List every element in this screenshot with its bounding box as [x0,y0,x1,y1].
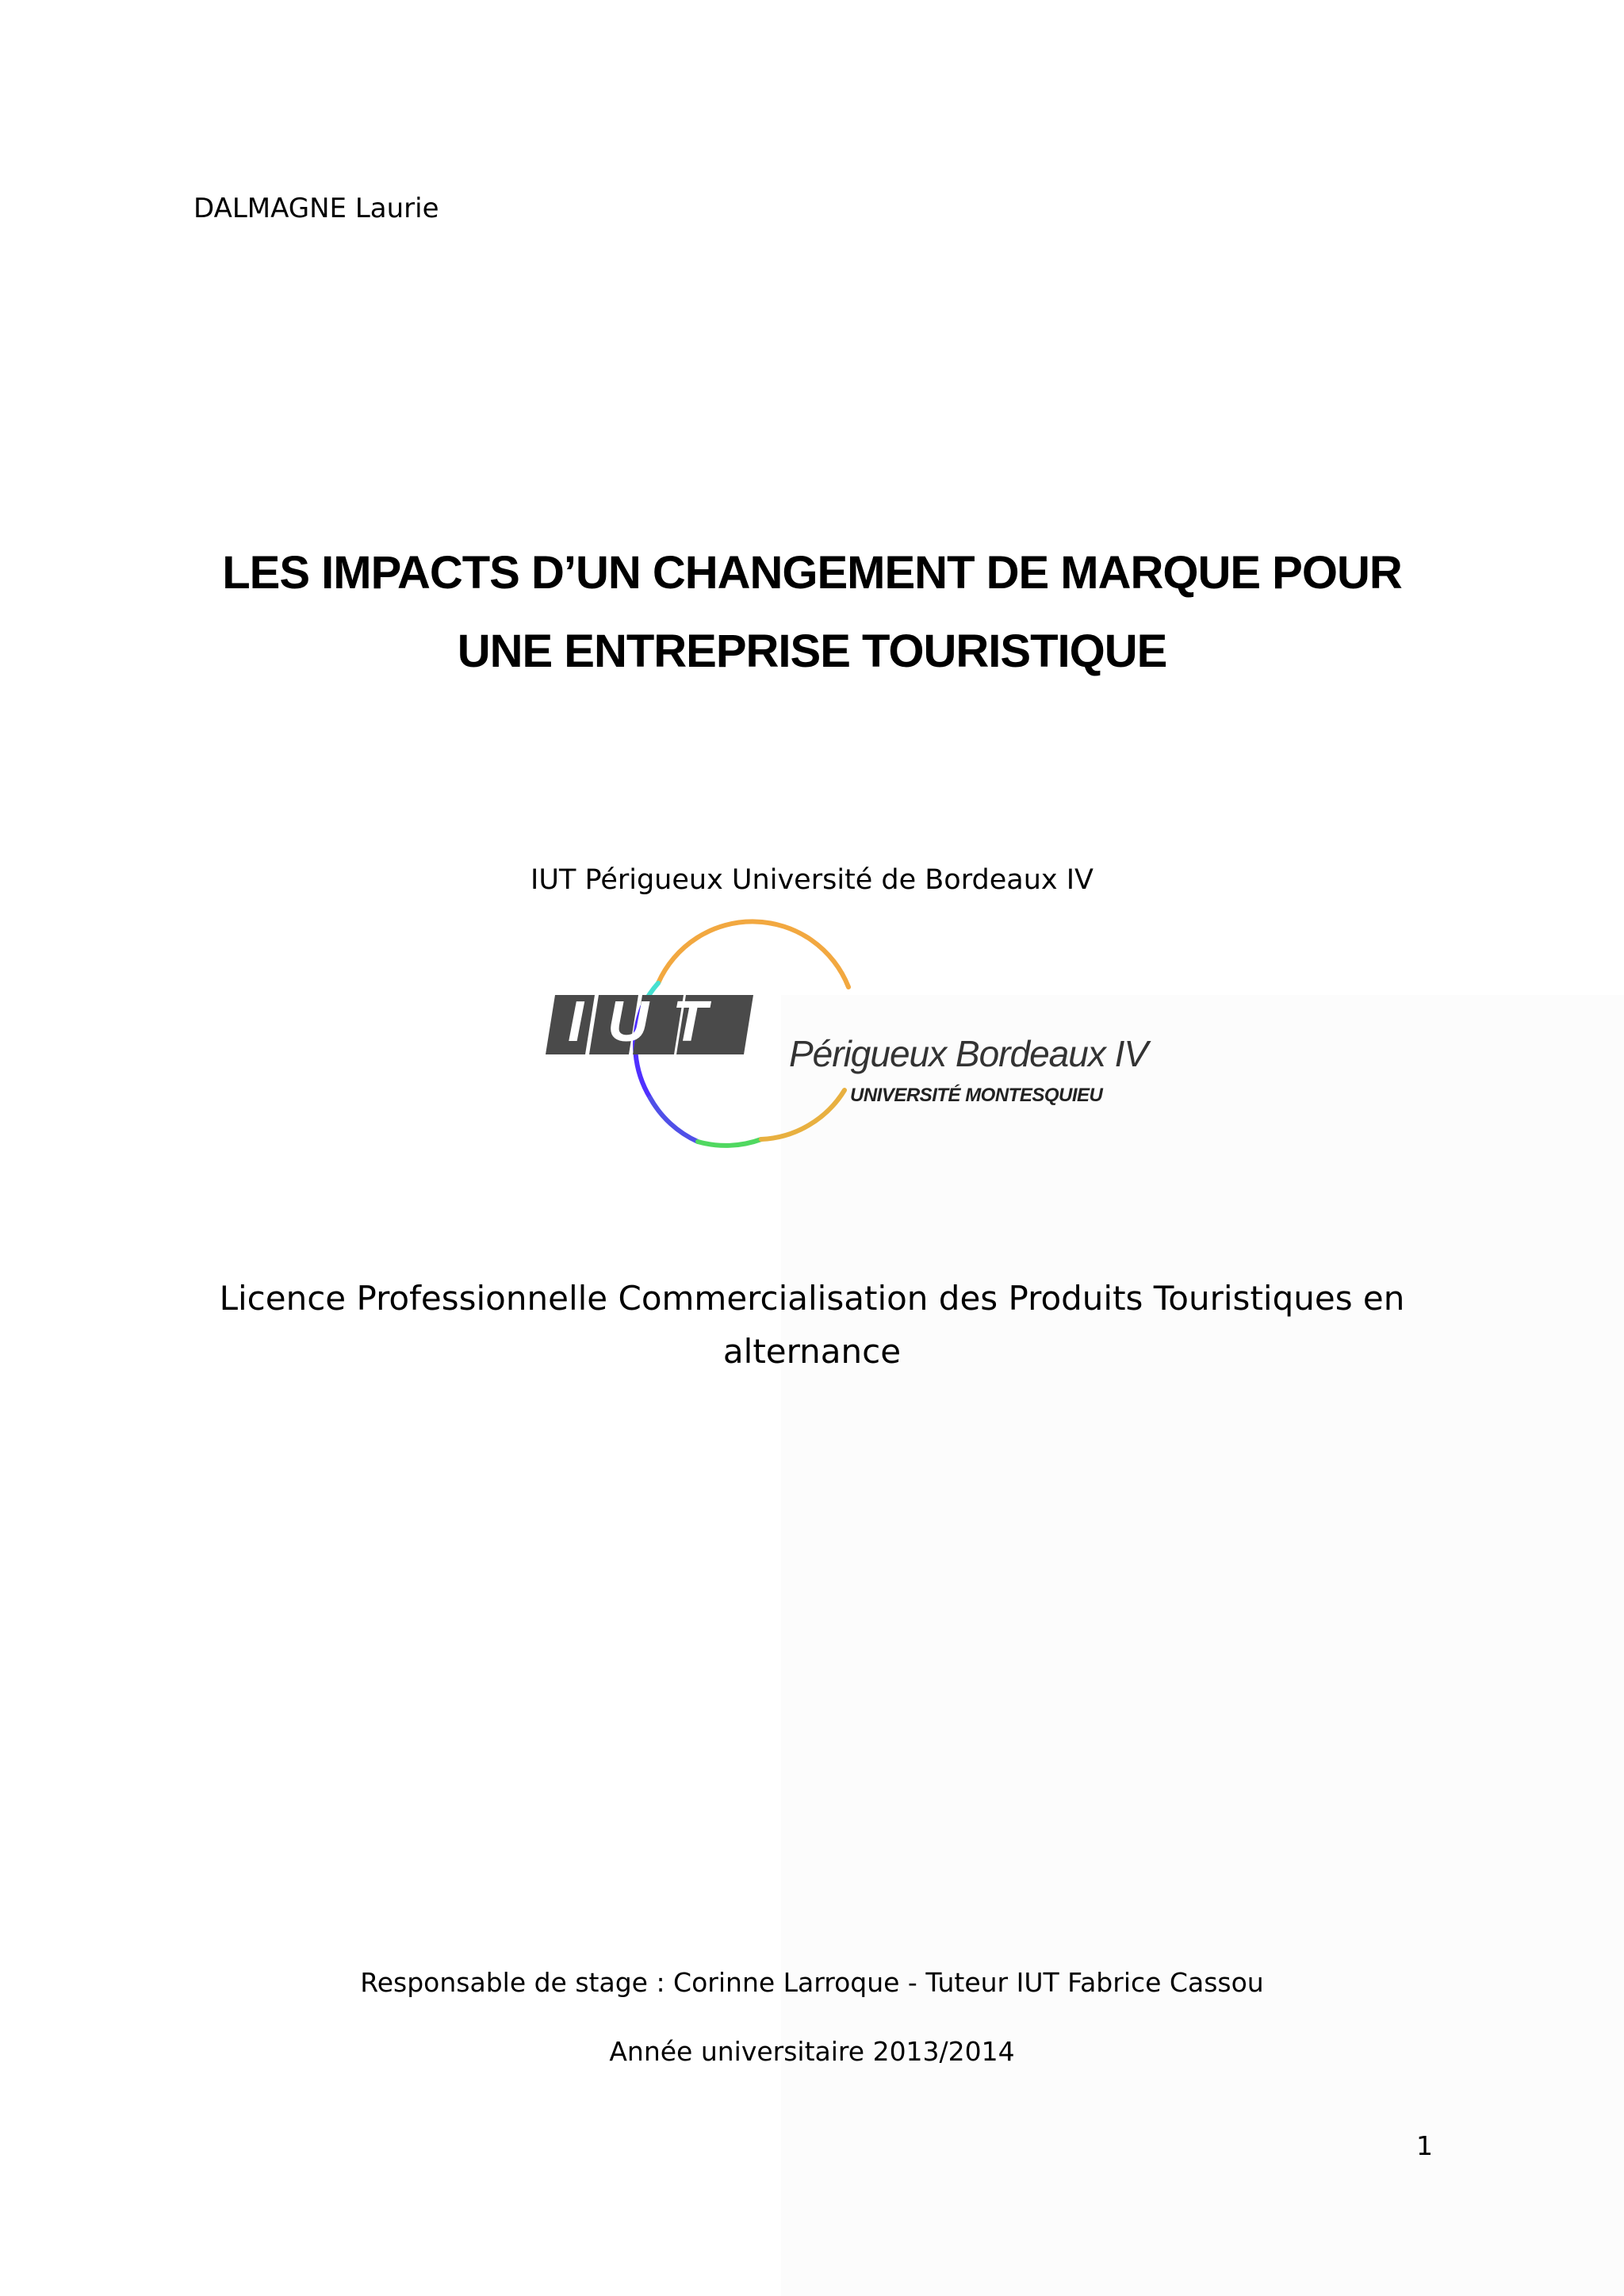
licence-line-2: alternance [722,1332,902,1371]
document-title-line-2: UNE ENTREPRISE TOURISTIQUE [457,626,1167,677]
svg-text:IUT: IUT [568,990,731,1054]
svg-text:UNIVERSITÉ MONTESQUIEU: UNIVERSITÉ MONTESQUIEU [850,1085,1103,1106]
document-title-line-1: LES IMPACTS D’UN CHANGEMENT DE MARQUE POUR [222,547,1402,599]
internship-supervisors: Responsable de stage : Corinne Larroque - Tuteur IUT Fabrice Cassou [360,1967,1264,1998]
page-number: 1 [1416,2130,1433,2161]
institution-name: IUT Périgueux Université de Bordeaux IV [530,864,1094,896]
author-name: DALMAGNE Laurie [193,193,439,224]
licence-line-1: Licence Professionnelle Commercialisation des Produits Touristiques en [219,1279,1405,1318]
academic-year: Année universitaire 2013/2014 [609,2036,1015,2067]
page-shading [781,995,1624,2296]
svg-text:Périgueux Bordeaux IV: Périgueux Bordeaux IV [789,1033,1148,1074]
iut-logo [539,932,1148,1154]
